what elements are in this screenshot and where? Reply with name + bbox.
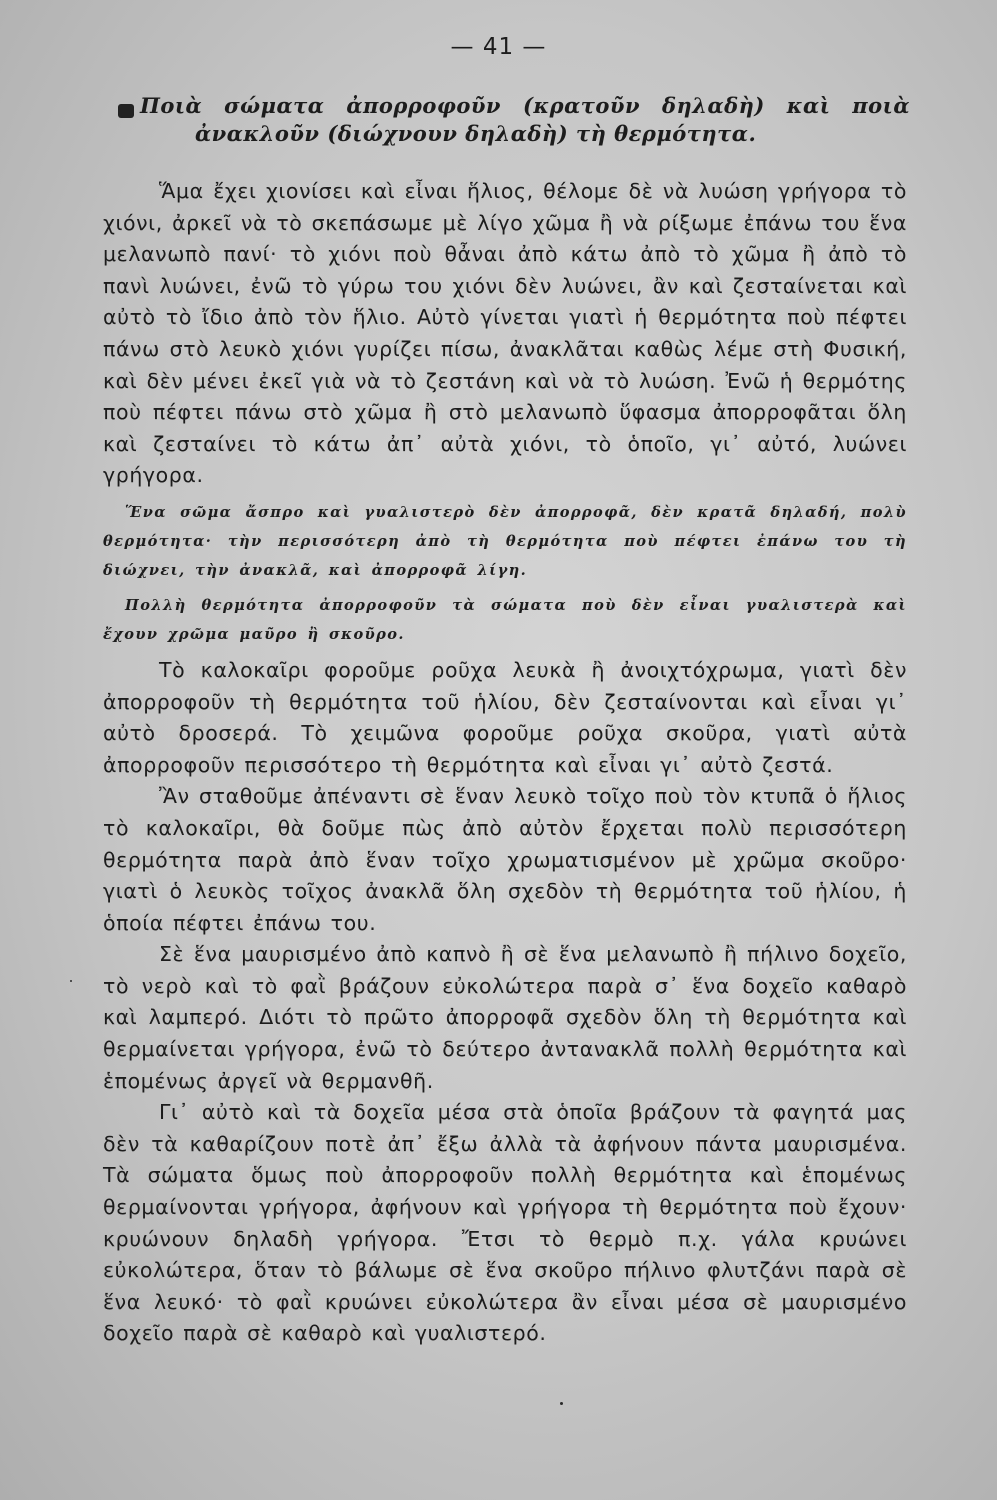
paragraph-wall: Ἂν σταθοῦμε ἀπέναντι σὲ ἕναν λευκὸ τοῖχο ποὺ τὸν κτυπᾶ ὁ ἥλιος τὸ καλοκαῖρι, θὰ δοῦμε πὼς ἀπὸ αὐτὸν ἔρχεται πολὺ περισσότερη θερμότητα παρὰ ἀπὸ ἕναν τοῖχο χρωματισμένον μὲ χρῶμα σκοῦρο· γιατὶ ὁ λευκὸς τοῖχος ἀνακλᾶ ὅλη σχεδὸν τὴ θερμότητα τοῦ ἡλίου, ἡ ὁποία πέφτει ἐπάνω του. [103,784,907,935]
heading-line-1: Ποιὰ σώματα ἀπορροφοῦν (κρατοῦν δηλαδὴ) καὶ ποιὰ [140,93,910,118]
page-number: — 41 — [450,34,547,60]
paragraph-clothes: Τὸ καλοκαῖρι φοροῦμε ροῦχα λευκὰ ἢ ἀνοιχτόχρωμα, γιατὶ δὲν ἀπορροφοῦν τὴ θερμότητα τοῦ ἡλίου, δὲν ζεσταίνονται καὶ εἶναι γι᾽ αὐτὸ δροσερά. Τὸ χειμῶνα φοροῦμε ροῦχα σκοῦρα, γιατὶ αὐτὰ ἀπορροφοῦν περισσότερο τὴ θερμότητα καὶ εἶναι γι᾽ αὐτὸ ζεστά. [103,657,907,777]
ink-speck [70,980,72,982]
paragraph-cooling: Γι᾽ αὐτὸ καὶ τὰ δοχεῖα μέσα στὰ ὁποῖα βράζουν τὰ φαγητά μας δὲν τὰ καθαρίζουν ποτὲ ἀπ᾽ ἔξω ἀλλὰ τὰ ἀφήνουν πάντα μαυρισμένα. Τὰ σώματα ὅμως ποὺ ἀπορροφοῦν πολλὴ θερμότητα καὶ ἑπομένως θερμαίνονται γρήγορα, ἀφήνουν καὶ γρήγορα τὴ θερμότητα ποὺ ἔχουν· κρυώνουν δηλαδὴ γρήγορα. Ἔτσι τὸ θερμὸ π.χ. γάλα κρυώνει εὐκολώτερα, ὅταν τὸ βάλωμε σὲ ἕνα σκοῦρο πήλινο φλυτζάνι παρὰ σὲ ἕνα λευκό· τὸ φαῒ κρυώνει εὐκολώτερα ἂν εἶναι μέσα σὲ μαυρισμένο δοχεῖο παρὰ σὲ καθαρὸ καὶ γυαλιστερό. [103,1100,907,1346]
ink-speck [560,1402,563,1405]
ink-speck [118,104,134,118]
paragraph-snow: Ἅμα ἔχει χιονίσει καὶ εἶναι ἥλιος, θέλομε δὲ νὰ λυώση γρήγορα τὸ χιόνι, ἀρκεῖ νὰ τὸ σκεπάσωμε μὲ λίγο χῶμα ἢ νὰ ρίξωμε ἐπάνω του ἕνα μελανωπὸ πανί· τὸ χιόνι ποὺ θἆναι ἀπὸ κάτω ἀπὸ τὸ χῶμα ἢ ἀπὸ τὸ πανὶ λυώνει, ἐνῶ τὸ γύρω του χιόνι δὲν λυώνει, ἂν καὶ ζεσταίνεται καὶ αὐτὸ τὸ ἴδιο ἀπὸ τὸν ἥλιο. Αὐτὸ γίνεται γιατὶ ἡ θερμότητα ποὺ πέφτει πάνω στὸ λευκὸ χιόνι γυρίζει πίσω, ἀνακλᾶται καθὼς λέμε στὴ Φυσική, καὶ δὲν μένει ἐκεῖ γιὰ νὰ τὸ ζεστάνη καὶ νὰ τὸ λυώση. Ἐνῶ ἡ θερμότης ποὺ πέφτει πάνω στὸ χῶμα ἢ στὸ μελανωπὸ ὕφασμα ἀπορροφᾶται ὅλη καὶ ζεσταίνει τὸ κάτω ἀπ᾽ αὐτὰ χιόνι, τὸ ὁποῖο, γι᾽ αὐτό, λυώνει γρήγορα. [103,179,907,488]
paragraph-vessel: Σὲ ἕνα μαυρισμένο ἀπὸ καπνὸ ἢ σὲ ἕνα μελανωπὸ ἢ πήλινο δοχεῖο, τὸ νερὸ καὶ τὸ φαῒ βράζουν εὐκολώτερα παρὰ σ᾽ ἕνα δοχεῖο καθαρὸ καὶ λαμπερό. Διότι τὸ πρῶτο ἀπορροφᾶ σχεδὸν ὅλη τὴ θερμότητα καὶ θερμαίνεται γρήγορα, ἐνῶ τὸ δεύτερο ἀντανακλᾶ πολλὴ θερμότητα καὶ ἑπομένως ἀργεῖ νὰ θερμανθῆ. [103,942,907,1093]
note-white-bodies: Ἕνα σῶμα ἄσπρο καὶ γυαλιστερὸ δὲν ἀπορροφᾶ, δὲν κρατᾶ δηλαδή, πολὺ θερμότητα· τὴν περισσότερη ἀπὸ τὴ θερμότητα ποὺ πέφτει ἐπάνω του τὴ διώχνει, τὴν ἀνακλᾶ, καὶ ἀπορροφᾶ λίγη. [103,503,907,579]
section-heading [140,92,910,148]
body-text [103,176,907,1350]
note-dark-bodies: Πολλὴ θερμότητα ἀπορροφοῦν τὰ σώματα ποὺ δὲν εἶναι γυαλιστερὰ καὶ ἔχουν χρῶμα μαῦρο ἢ σκοῦρο. [103,596,907,643]
heading-line-2: ἀνακλοῦν (διώχνουν δηλαδὴ) τὴ θερμότητα. [195,121,757,146]
